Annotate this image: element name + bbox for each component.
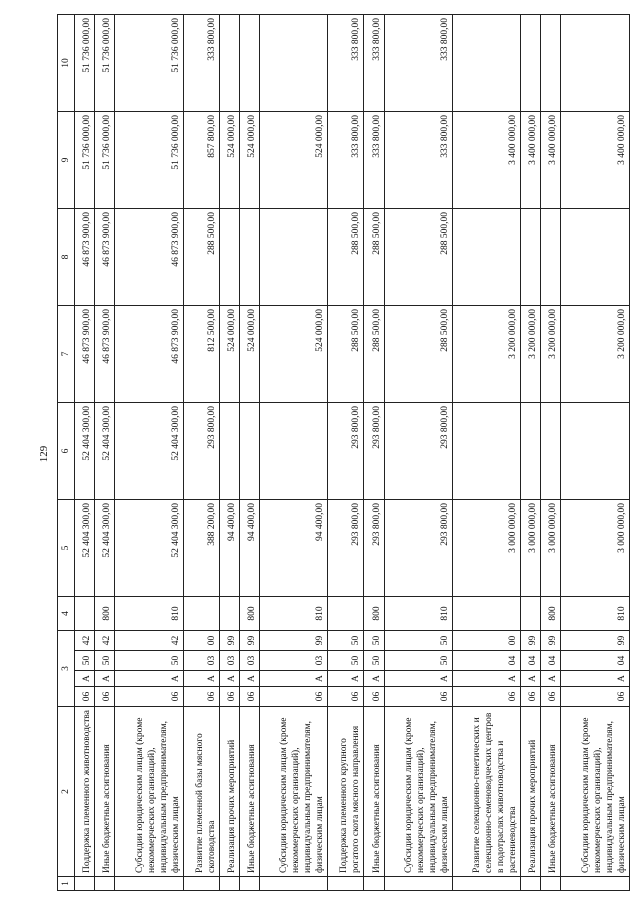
expense-type: 810 bbox=[561, 597, 630, 631]
value-col-10: 333 800,00 bbox=[364, 15, 384, 112]
value-col-9: 524 000,00 bbox=[259, 112, 327, 209]
code-section: 06 bbox=[239, 687, 259, 707]
code-subprogram: 50 bbox=[364, 651, 384, 671]
table-row bbox=[561, 15, 630, 891]
header-col-10: 10 bbox=[58, 15, 75, 112]
expense-type bbox=[219, 597, 239, 631]
row-name: Поддержка племенного крупного рогатого скота мясного направления bbox=[328, 707, 364, 877]
expense-type bbox=[183, 597, 219, 631]
row-index-cell bbox=[384, 877, 452, 891]
table-row bbox=[328, 15, 364, 891]
expense-type bbox=[75, 597, 95, 631]
row-index-cell bbox=[115, 877, 183, 891]
value-col-6 bbox=[541, 403, 561, 500]
value-col-5: 293 800,00 bbox=[328, 500, 364, 597]
table-body bbox=[75, 15, 630, 891]
code-program: А bbox=[452, 671, 520, 687]
code-subprogram: 50 bbox=[384, 651, 452, 671]
code-section: 06 bbox=[541, 687, 561, 707]
code-event: 42 bbox=[95, 631, 115, 651]
row-name: Реализация прочих мероприятий bbox=[219, 707, 239, 877]
value-col-7: 288 500,00 bbox=[364, 306, 384, 403]
header-col-6: 6 bbox=[58, 403, 75, 500]
code-section: 06 bbox=[259, 687, 327, 707]
value-col-8: 46 873 900,00 bbox=[115, 209, 183, 306]
value-col-5: 94 400,00 bbox=[239, 500, 259, 597]
code-program: А bbox=[364, 671, 384, 687]
value-col-9: 524 000,00 bbox=[239, 112, 259, 209]
page-number: 129 bbox=[38, 445, 50, 463]
value-col-6 bbox=[521, 403, 541, 500]
value-col-7: 288 500,00 bbox=[328, 306, 364, 403]
code-event: 00 bbox=[183, 631, 219, 651]
header-col-8: 8 bbox=[58, 209, 75, 306]
value-col-6 bbox=[219, 403, 239, 500]
value-col-10 bbox=[452, 15, 520, 112]
value-col-9: 51 736 000,00 bbox=[115, 112, 183, 209]
code-section: 06 bbox=[75, 687, 95, 707]
expense-type: 800 bbox=[95, 597, 115, 631]
value-col-7: 3 200 000,00 bbox=[521, 306, 541, 403]
code-program: А bbox=[219, 671, 239, 687]
value-col-6: 293 800,00 bbox=[364, 403, 384, 500]
header-col-7: 7 bbox=[58, 306, 75, 403]
value-col-9: 3 400 000,00 bbox=[541, 112, 561, 209]
expense-type: 810 bbox=[384, 597, 452, 631]
table-row bbox=[521, 15, 541, 891]
value-col-6: 293 800,00 bbox=[183, 403, 219, 500]
value-col-9: 333 800,00 bbox=[328, 112, 364, 209]
row-index-cell bbox=[452, 877, 520, 891]
value-col-6 bbox=[259, 403, 327, 500]
expense-type: 800 bbox=[541, 597, 561, 631]
code-subprogram: 50 bbox=[115, 651, 183, 671]
code-event: 99 bbox=[219, 631, 239, 651]
value-col-9: 3 400 000,00 bbox=[561, 112, 630, 209]
row-name: Развитие селекционно-генетических и селекционно-семеноводческих центров в подотраслях животноводства и растениеводства bbox=[452, 707, 520, 877]
value-col-10: 333 800,00 bbox=[328, 15, 364, 112]
row-index-cell bbox=[259, 877, 327, 891]
row-name: Развитие племенной базы мясного скотоводства bbox=[183, 707, 219, 877]
table-row bbox=[75, 15, 95, 891]
value-col-10: 51 736 000,00 bbox=[95, 15, 115, 112]
table-row bbox=[219, 15, 239, 891]
value-col-8: 288 500,00 bbox=[183, 209, 219, 306]
value-col-9: 51 736 000,00 bbox=[75, 112, 95, 209]
code-program: А bbox=[384, 671, 452, 687]
row-index-cell bbox=[541, 877, 561, 891]
value-col-6: 52 404 300,00 bbox=[75, 403, 95, 500]
value-col-5: 94 400,00 bbox=[219, 500, 239, 597]
value-col-10 bbox=[521, 15, 541, 112]
value-col-5: 3 000 000,00 bbox=[452, 500, 520, 597]
code-section: 06 bbox=[183, 687, 219, 707]
value-col-7: 524 000,00 bbox=[239, 306, 259, 403]
code-section: 06 bbox=[328, 687, 364, 707]
row-name: Субсидии юридическим лицам (кроме некоммерческих организаций), индивидуальным предпринимателям, физическим лицам bbox=[384, 707, 452, 877]
code-section: 06 bbox=[364, 687, 384, 707]
value-col-7: 3 200 000,00 bbox=[452, 306, 520, 403]
value-col-5: 52 404 300,00 bbox=[115, 500, 183, 597]
value-col-5: 3 000 000,00 bbox=[521, 500, 541, 597]
header-col-9: 9 bbox=[58, 112, 75, 209]
value-col-5: 293 800,00 bbox=[364, 500, 384, 597]
table-row bbox=[239, 15, 259, 891]
value-col-8 bbox=[452, 209, 520, 306]
expense-type: 800 bbox=[239, 597, 259, 631]
value-col-8 bbox=[561, 209, 630, 306]
value-col-6 bbox=[452, 403, 520, 500]
code-section: 06 bbox=[521, 687, 541, 707]
code-event: 42 bbox=[75, 631, 95, 651]
code-subprogram: 04 bbox=[561, 651, 630, 671]
code-section: 06 bbox=[452, 687, 520, 707]
code-event: 99 bbox=[541, 631, 561, 651]
value-col-5: 388 200,00 bbox=[183, 500, 219, 597]
row-name: Субсидии юридическим лицам (кроме некоммерческих организаций), индивидуальным предпринимателям, физическим лицам bbox=[259, 707, 327, 877]
header-col-1: 1 bbox=[58, 877, 75, 891]
value-col-9: 3 400 000,00 bbox=[521, 112, 541, 209]
code-program: А bbox=[239, 671, 259, 687]
value-col-9: 51 736 000,00 bbox=[95, 112, 115, 209]
value-col-6 bbox=[239, 403, 259, 500]
rotated-table-container bbox=[57, 15, 630, 891]
code-event: 99 bbox=[561, 631, 630, 651]
value-col-8 bbox=[541, 209, 561, 306]
code-event: 42 bbox=[115, 631, 183, 651]
code-event: 50 bbox=[364, 631, 384, 651]
row-index-cell bbox=[183, 877, 219, 891]
row-index-cell bbox=[561, 877, 630, 891]
value-col-9: 333 800,00 bbox=[384, 112, 452, 209]
value-col-7: 46 873 900,00 bbox=[75, 306, 95, 403]
value-col-10 bbox=[541, 15, 561, 112]
code-program: А bbox=[521, 671, 541, 687]
value-col-10: 51 736 000,00 bbox=[75, 15, 95, 112]
value-col-8: 288 500,00 bbox=[384, 209, 452, 306]
value-col-5: 293 800,00 bbox=[384, 500, 452, 597]
value-col-8: 46 873 900,00 bbox=[95, 209, 115, 306]
table-row bbox=[541, 15, 561, 891]
row-name: Поддержка племенного животноводства bbox=[75, 707, 95, 877]
code-program: А bbox=[95, 671, 115, 687]
value-col-7: 288 500,00 bbox=[384, 306, 452, 403]
value-col-7: 3 200 000,00 bbox=[561, 306, 630, 403]
row-name: Иные бюджетные ассигнования bbox=[239, 707, 259, 877]
row-name: Иные бюджетные ассигнования bbox=[95, 707, 115, 877]
row-index-cell bbox=[75, 877, 95, 891]
code-section: 06 bbox=[115, 687, 183, 707]
code-section: 06 bbox=[561, 687, 630, 707]
value-col-7: 812 500,00 bbox=[183, 306, 219, 403]
value-col-6: 293 800,00 bbox=[384, 403, 452, 500]
value-col-6: 52 404 300,00 bbox=[95, 403, 115, 500]
code-subprogram: 50 bbox=[328, 651, 364, 671]
table-row bbox=[452, 15, 520, 891]
code-subprogram: 04 bbox=[521, 651, 541, 671]
value-col-9: 857 800,00 bbox=[183, 112, 219, 209]
code-event: 99 bbox=[521, 631, 541, 651]
expense-type bbox=[328, 597, 364, 631]
code-event: 50 bbox=[328, 631, 364, 651]
code-event: 00 bbox=[452, 631, 520, 651]
value-col-9: 3 400 000,00 bbox=[452, 112, 520, 209]
row-index-cell bbox=[95, 877, 115, 891]
expense-type: 810 bbox=[115, 597, 183, 631]
value-col-6: 293 800,00 bbox=[328, 403, 364, 500]
row-name: Реализация прочих мероприятий bbox=[521, 707, 541, 877]
value-col-7: 46 873 900,00 bbox=[95, 306, 115, 403]
header-col-2: 2 bbox=[58, 707, 75, 877]
table-row bbox=[259, 15, 327, 891]
value-col-6 bbox=[561, 403, 630, 500]
expense-type: 800 bbox=[364, 597, 384, 631]
expense-type: 810 bbox=[259, 597, 327, 631]
value-col-8: 46 873 900,00 bbox=[75, 209, 95, 306]
code-program: А bbox=[541, 671, 561, 687]
code-section: 06 bbox=[95, 687, 115, 707]
code-subprogram: 03 bbox=[183, 651, 219, 671]
row-index-cell bbox=[239, 877, 259, 891]
table-row bbox=[364, 15, 384, 891]
value-col-7: 46 873 900,00 bbox=[115, 306, 183, 403]
expense-type bbox=[452, 597, 520, 631]
value-col-5: 3 000 000,00 bbox=[561, 500, 630, 597]
value-col-10 bbox=[561, 15, 630, 112]
code-event: 99 bbox=[259, 631, 327, 651]
table-row bbox=[384, 15, 452, 891]
table-row bbox=[95, 15, 115, 891]
row-index-cell bbox=[521, 877, 541, 891]
value-col-5: 3 000 000,00 bbox=[541, 500, 561, 597]
value-col-5: 94 400,00 bbox=[259, 500, 327, 597]
code-subprogram: 50 bbox=[75, 651, 95, 671]
code-subprogram: 50 bbox=[95, 651, 115, 671]
value-col-9: 524 000,00 bbox=[219, 112, 239, 209]
column-number-header bbox=[58, 15, 75, 891]
row-index-cell bbox=[328, 877, 364, 891]
value-col-7: 524 000,00 bbox=[259, 306, 327, 403]
expense-type bbox=[521, 597, 541, 631]
code-subprogram: 04 bbox=[452, 651, 520, 671]
row-name: Иные бюджетные ассигнования bbox=[364, 707, 384, 877]
table-row bbox=[183, 15, 219, 891]
code-program: А bbox=[328, 671, 364, 687]
code-program: А bbox=[561, 671, 630, 687]
row-index-cell bbox=[364, 877, 384, 891]
code-section: 06 bbox=[219, 687, 239, 707]
value-col-10: 333 800,00 bbox=[384, 15, 452, 112]
value-col-8 bbox=[521, 209, 541, 306]
table-row bbox=[115, 15, 183, 891]
value-col-6: 52 404 300,00 bbox=[115, 403, 183, 500]
table-area bbox=[57, 15, 630, 891]
value-col-8 bbox=[239, 209, 259, 306]
row-name: Субсидии юридическим лицам (кроме некоммерческих организаций), индивидуальным предпринимателям, физическим лицам bbox=[561, 707, 630, 877]
code-event: 99 bbox=[239, 631, 259, 651]
value-col-8 bbox=[259, 209, 327, 306]
code-program: А bbox=[115, 671, 183, 687]
value-col-10 bbox=[259, 15, 327, 112]
value-col-5: 52 404 300,00 bbox=[75, 500, 95, 597]
code-section: 06 bbox=[384, 687, 452, 707]
code-subprogram: 03 bbox=[259, 651, 327, 671]
value-col-7: 524 000,00 bbox=[219, 306, 239, 403]
code-subprogram: 04 bbox=[541, 651, 561, 671]
code-subprogram: 03 bbox=[239, 651, 259, 671]
value-col-10 bbox=[219, 15, 239, 112]
value-col-10: 51 736 000,00 bbox=[115, 15, 183, 112]
code-program: А bbox=[183, 671, 219, 687]
value-col-8: 288 500,00 bbox=[328, 209, 364, 306]
row-name: Иные бюджетные ассигнования bbox=[541, 707, 561, 877]
value-col-10 bbox=[239, 15, 259, 112]
value-col-10: 333 800,00 bbox=[183, 15, 219, 112]
header-col-4: 4 bbox=[58, 597, 75, 631]
row-name: Субсидии юридическим лицам (кроме некоммерческих организаций), индивидуальным предпринимателям, физическим лицам bbox=[115, 707, 183, 877]
value-col-5: 52 404 300,00 bbox=[95, 500, 115, 597]
row-index-cell bbox=[219, 877, 239, 891]
code-program: А bbox=[75, 671, 95, 687]
value-col-7: 3 200 000,00 bbox=[541, 306, 561, 403]
budget-table bbox=[57, 14, 630, 891]
value-col-9: 333 800,00 bbox=[364, 112, 384, 209]
code-event: 50 bbox=[384, 631, 452, 651]
value-col-8: 288 500,00 bbox=[364, 209, 384, 306]
value-col-8 bbox=[219, 209, 239, 306]
code-program: А bbox=[259, 671, 327, 687]
code-subprogram: 03 bbox=[219, 651, 239, 671]
header-col-5: 5 bbox=[58, 500, 75, 597]
header-col-3: 3 bbox=[58, 631, 75, 707]
